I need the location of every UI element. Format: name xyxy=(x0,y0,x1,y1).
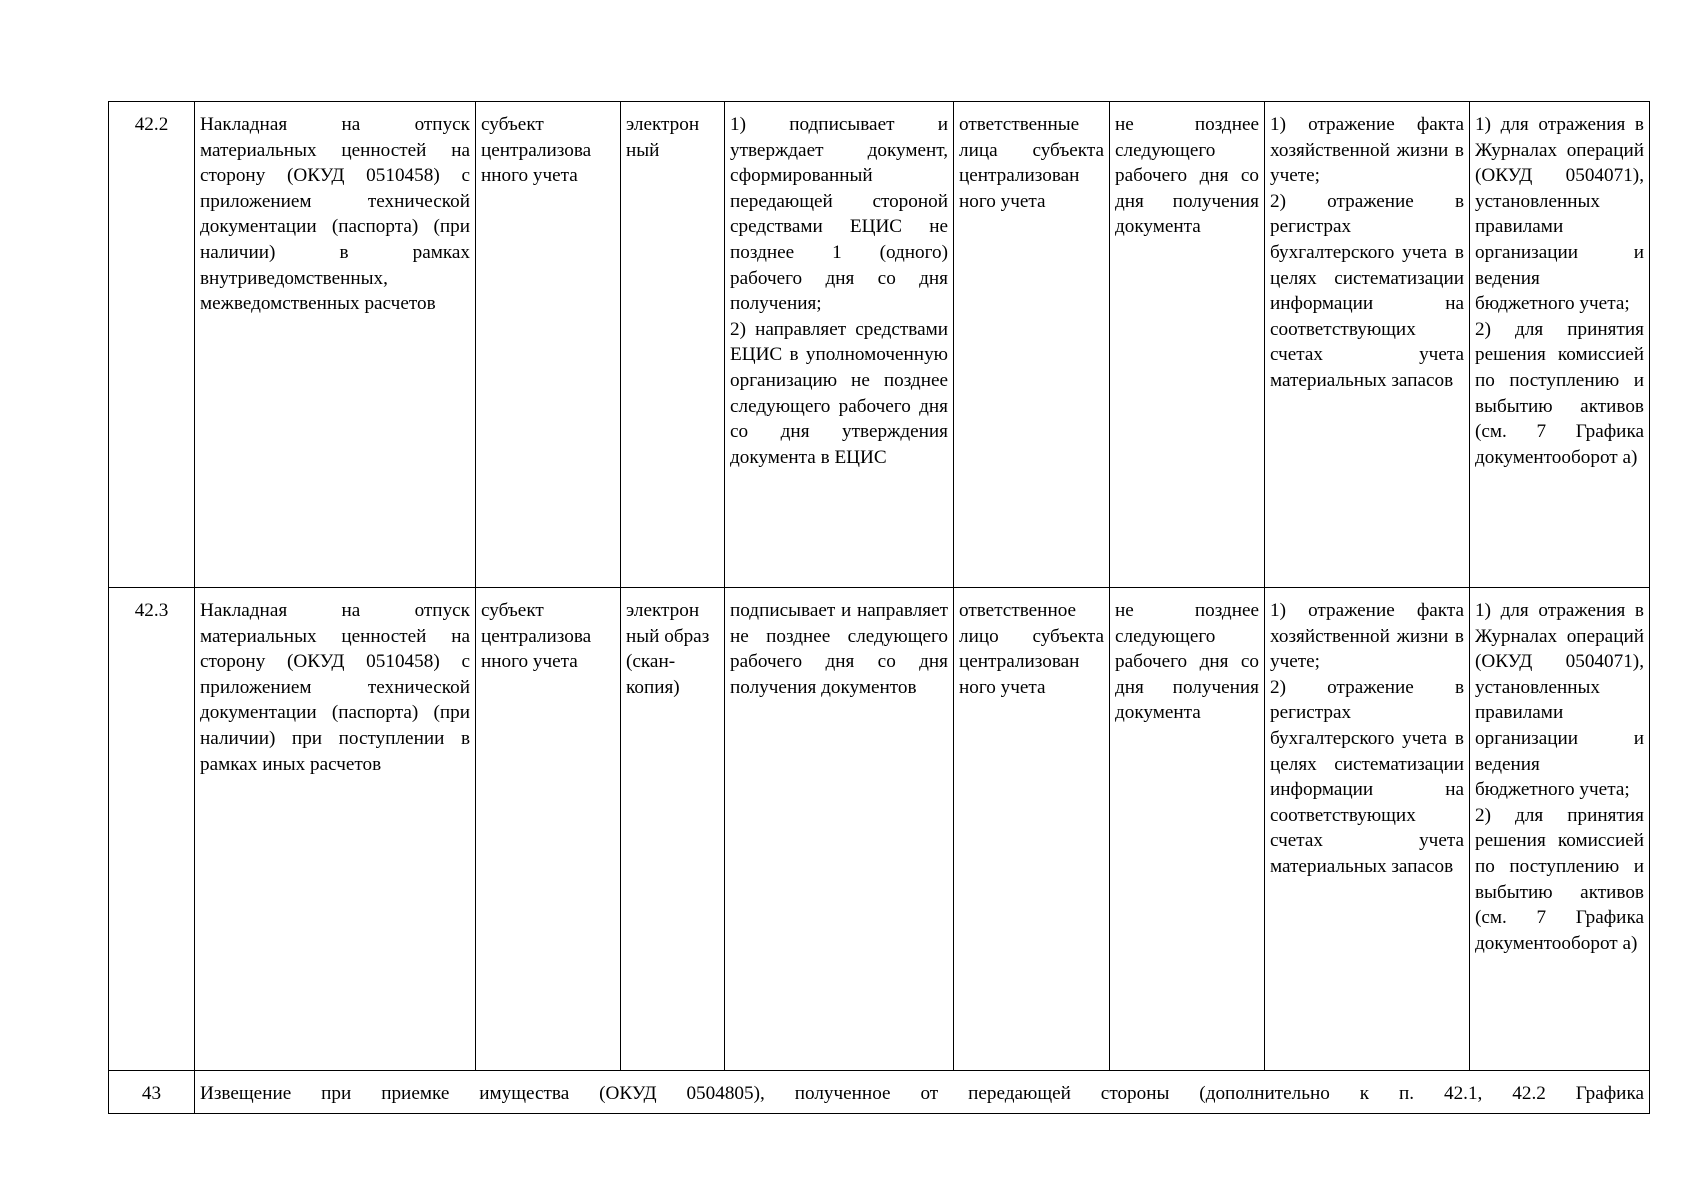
creator-cell xyxy=(476,588,621,1071)
document-flow-table xyxy=(108,101,1650,1114)
actions-cell xyxy=(725,588,954,1071)
row-number: 42.3 xyxy=(134,600,169,621)
section-number: 43 xyxy=(141,1083,162,1104)
document-form: электрон ный образ (скан-копия) xyxy=(626,600,710,698)
creator: субъект централизова нного учета xyxy=(481,600,592,673)
responsible-cell xyxy=(954,102,1110,588)
form-cell xyxy=(621,102,725,588)
document-name-cell xyxy=(195,588,476,1071)
deadline-cell xyxy=(1110,102,1265,588)
purpose-text: 1) отражение факта хозяйственной жизни в учете; 2) отражение в регистрах бухгалтерского учета в целях систематизации информации на соответствующих счетах учета материальных запасов xyxy=(1270,114,1464,391)
actions-cell xyxy=(725,102,954,588)
usage-cell xyxy=(1470,102,1650,588)
row-number-cell xyxy=(109,588,195,1071)
form-cell xyxy=(621,588,725,1071)
section-row xyxy=(109,1071,1650,1114)
actions-text: подписывает и направляет не позднее следующего рабочего дня со дня получения документов xyxy=(730,600,948,698)
table-row xyxy=(109,102,1650,588)
usage-text: 1) для отражения в Журналах операций (ОКУД 0504071), установленных правилами организации и ведения бюджетного учета; 2) для принятия решения комиссией по поступлению и выбытию активов (см. 7 Графика документооборот а) xyxy=(1475,114,1644,468)
document-name-cell xyxy=(195,102,476,588)
section-text-cell xyxy=(195,1071,1650,1114)
row-number-cell xyxy=(109,102,195,588)
responsible-cell xyxy=(954,588,1110,1071)
deadline-text: не позднее следующего рабочего дня со дня получения документа xyxy=(1115,114,1259,238)
responsible-text: ответственные лица субъекта централизован ного учета xyxy=(959,114,1104,212)
section-number-cell xyxy=(109,1071,195,1114)
deadline-text: не позднее следующего рабочего дня со дня получения документа xyxy=(1115,600,1259,724)
row-number: 42.2 xyxy=(134,114,169,135)
actions-text: 1) подписывает и утверждает документ, сформированный передающей стороной средствами ЕЦИС не позднее 1 (одного) рабочего дня со дня получения; 2) направляет средствами ЕЦИС в уполномоченную организацию не позднее следующего рабочего дня со дня утверждения документа в ЕЦИС xyxy=(730,114,948,468)
table-row xyxy=(109,588,1650,1071)
document-name: Накладная на отпуск материальных ценностей на сторону (ОКУД 0510458) с приложением технической документации (паспорта) (при наличии) в рамках внутриведомственных, межведомственных расчетов xyxy=(200,114,470,315)
usage-text: 1) для отражения в Журналах операций (ОКУД 0504071), установленных правилами организации и ведения бюджетного учета; 2) для принятия решения комиссией по поступлению и выбытию активов (см. 7 Графика документооборот а) xyxy=(1475,600,1644,954)
purpose-cell xyxy=(1265,588,1470,1071)
responsible-text: ответственное лицо субъекта централизован ного учета xyxy=(959,600,1104,698)
deadline-cell xyxy=(1110,588,1265,1071)
purpose-text: 1) отражение факта хозяйственной жизни в учете; 2) отражение в регистрах бухгалтерского учета в целях систематизации информации на соответствующих счетах учета материальных запасов xyxy=(1270,600,1464,877)
creator-cell xyxy=(476,102,621,588)
usage-cell xyxy=(1470,588,1650,1071)
section-text: Извещение при приемке имущества (ОКУД 0504805), полученное от передающей стороны (дополнительно к п. 42.1, 42.2 Графика xyxy=(200,1083,1644,1104)
purpose-cell xyxy=(1265,102,1470,588)
document-name: Накладная на отпуск материальных ценностей на сторону (ОКУД 0510458) с приложением технической документации (паспорта) (при наличии) при поступлении в рамках иных расчетов xyxy=(200,600,470,775)
document-form: электрон ный xyxy=(626,114,700,161)
creator: субъект централизова нного учета xyxy=(481,114,592,187)
